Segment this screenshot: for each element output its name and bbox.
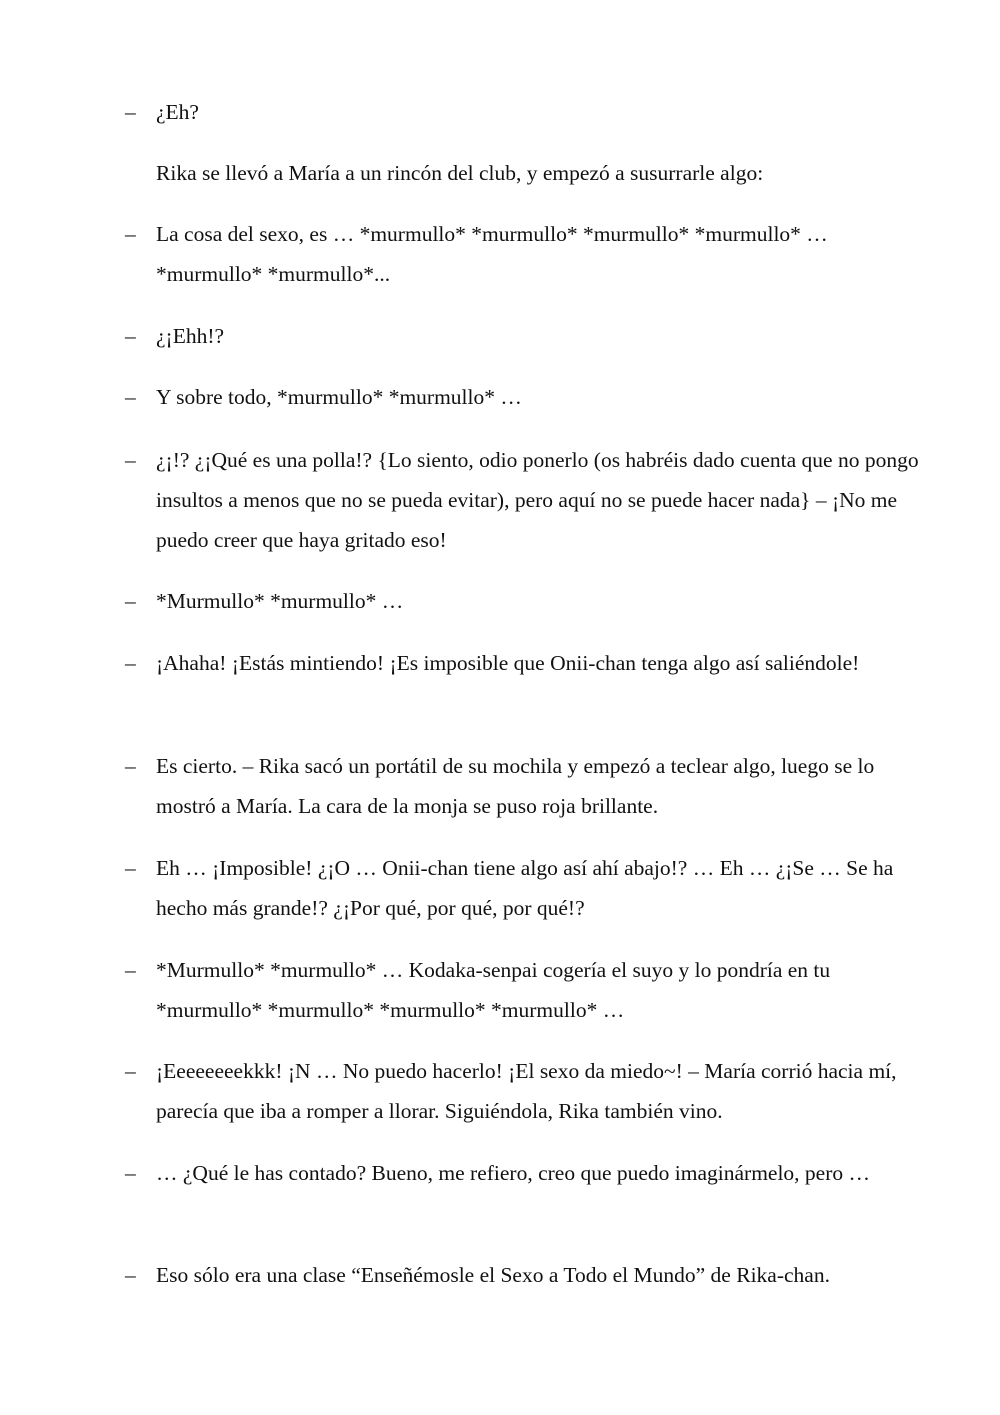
dialogue-dash: – — [125, 385, 136, 409]
dialogue-line — [125, 581, 925, 621]
dialogue-dash: – — [125, 1059, 136, 1083]
dialogue-text: ¡Eeeeeeeekkk! ¡N … No puedo hacerlo! ¡El sexo da miedo~! – María corrió hacia mí, parecía que iba a romper a llorar. Siguiéndola, Rika también vino. — [156, 1059, 897, 1123]
dialogue-line — [125, 746, 925, 826]
dialogue-text: *Murmullo* *murmullo* … — [156, 589, 404, 613]
dialogue-dash: – — [125, 589, 136, 613]
dialogue-line — [125, 1255, 925, 1295]
dialogue-text: Eh … ¡Imposible! ¿¡O … Onii-chan tiene algo así ahí abajo!? … Eh … ¿¡Se … Se ha hecho más grande!? ¿¡Por qué, por qué, por qué!? — [156, 856, 894, 920]
dialogue-line — [125, 316, 925, 356]
dialogue-line — [125, 950, 925, 1030]
dialogue-line — [125, 377, 925, 417]
dialogue-line — [125, 214, 925, 294]
dialogue-dash: – — [125, 448, 136, 472]
dialogue-dash: – — [125, 324, 136, 348]
dialogue-text: … ¿Qué le has contado? Bueno, me refiero, creo que puedo imaginármelo, pero … — [156, 1161, 871, 1185]
dialogue-text: ¿¡!? ¿¡Qué es una polla!? {Lo siento, odio ponerlo (os habréis dado cuenta que no pongo insultos a menos que no se pueda evitar), pero aquí no se puede hacer nada} – ¡No me puedo creer que haya gritado eso! — [156, 448, 919, 552]
dialogue-line — [125, 92, 925, 132]
dialogue-line — [125, 643, 925, 683]
dialogue-line — [125, 440, 925, 560]
dialogue-dash: – — [125, 754, 136, 778]
dialogue-dash: – — [125, 958, 136, 982]
dialogue-line — [125, 848, 925, 928]
narration-paragraph: Rika se llevó a María a un rincón del club, y empezó a susurrarle algo: — [156, 161, 764, 185]
dialogue-dash: – — [125, 100, 136, 124]
dialogue-dash: – — [125, 856, 136, 880]
dialogue-text: La cosa del sexo, es … *murmullo* *murmullo* *murmullo* *murmullo* … *murmullo* *murmullo*... — [156, 222, 828, 286]
dialogue-dash: – — [125, 651, 136, 675]
dialogue-dash: – — [125, 1161, 136, 1185]
dialogue-dash: – — [125, 222, 136, 246]
dialogue-line — [125, 1051, 925, 1131]
dialogue-text: ¿Eh? — [156, 100, 199, 124]
dialogue-text: Eso sólo era una clase “Enseñémosle el Sexo a Todo el Mundo” de Rika-chan. — [156, 1263, 830, 1287]
dialogue-text: *Murmullo* *murmullo* … Kodaka-senpai cogería el suyo y lo pondría en tu *murmullo* *murmullo* *murmullo* *murmullo* … — [156, 958, 831, 1022]
dialogue-text: ¿¡Ehh!? — [156, 324, 225, 348]
dialogue-text: Es cierto. – Rika sacó un portátil de su mochila y empezó a teclear algo, luego se lo mostró a María. La cara de la monja se puso roja brillante. — [156, 754, 875, 818]
dialogue-dash: – — [125, 1263, 136, 1287]
dialogue-text: Y sobre todo, *murmullo* *murmullo* … — [156, 385, 522, 409]
dialogue-text: ¡Ahaha! ¡Estás mintiendo! ¡Es imposible que Onii-chan tenga algo así saliéndole! — [156, 651, 860, 675]
dialogue-line — [125, 1153, 925, 1193]
